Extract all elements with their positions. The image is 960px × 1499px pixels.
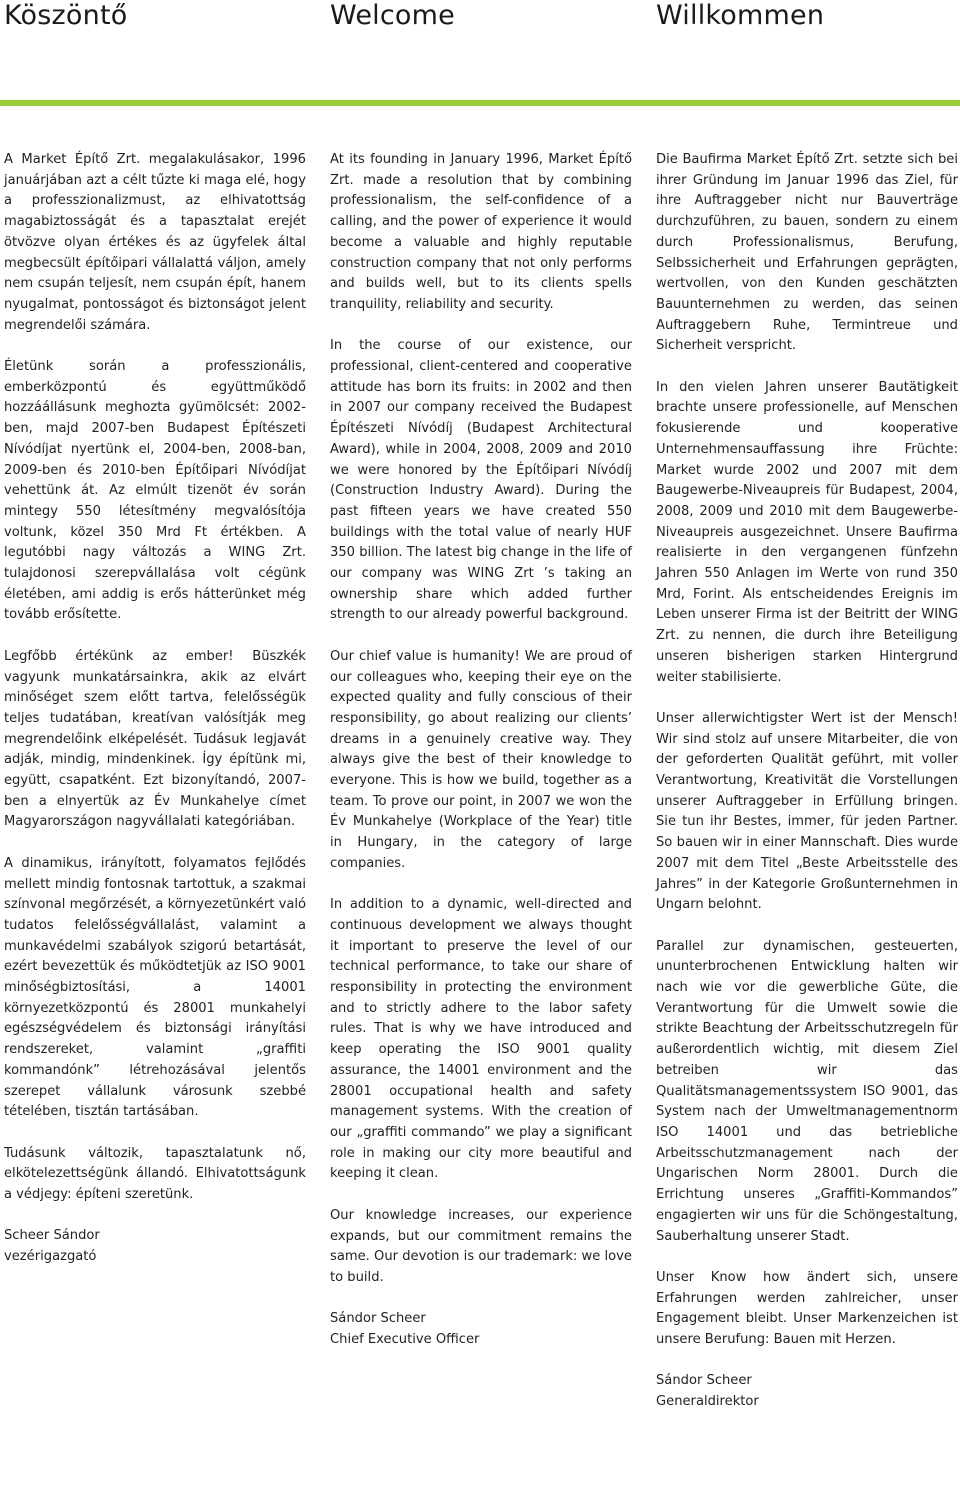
paragraph: Parallel zur dynamischen, gesteuerten, ununterbrochenen Entwicklung halten wir nach wie vor die gewerbliche Güte, die Verantwortung für die Umwelt sowie die strikte Beachtung der Arbeitsschutzregeln für außerordentlich wichtig, mit diesem Ziel betreiben wir das Qualitätsmanagementssystem ISO 9001, das System nach der Umweltmanagementnorm ISO 14001 und das betriebliche Arbeitsschutzmanagement nach der Ungarischen Norm 28001. Durch die Errichtung unseres „Graffiti-Kommandos” engagierten wir uns für die Schöngestaltung, Sauberhaltung unserer Stadt. <box>656 938 958 1244</box>
paragraph: Die Baufirma Market Építő Zrt. setzte sich bei ihrer Gründung im Januar 1996 das Ziel, für ihre Auftraggeber nicht nur Bauverträge durchzuführen, zu bauen, sondern zu einem durch Professionalismus, Berufung, Selbssicherheit und Erfahrungen geprägten, wertvollen, von den Kunden geschätzten Bauunternehmen zu werden, das seinen Auftraggebern Ruhe, Termintreue und Sicherheit verspricht. <box>656 152 958 354</box>
column-hungarian <box>4 150 306 1289</box>
signature-name: Sándor Scheer <box>330 1311 426 1327</box>
column-german <box>656 150 958 1434</box>
green-divider <box>0 100 960 106</box>
paragraph: Tudásunk változik, tapasztalatunk nő, elkötelezettségünk állandó. Elhivatottságunk a védjegy: építeni szeretünk. <box>4 1145 306 1203</box>
paragraph: Legfőbb értékünk az ember! Büszkék vagyunk munkatársainkra, akik az elvárt minőséget szem előtt tartva, felelősségük teljes tudatában, kreatívan valósítják meg megrendelőink elképelését. Tudásuk legjavát adják, mindig, mindenkinek. Így építünk mi, együtt, csapatként. Ezt bizonyítandó, 2007-ben a elnyertük az Év Munkahelye címet Magyarországon nagyvállalati kategóriában. <box>4 648 306 830</box>
signature <box>330 1309 632 1350</box>
paragraph: Unser allerwichtigster Wert ist der Mensch! Wir sind stolz auf unsere Mitarbeiter, die von der geforderten Qualität geführt, mit voller Verantwortung, Kreativität die Vorstellungen unserer Auftraggeber in Erfüllung bringen. Sie tun ihr Bestes, immer, für jeden Partner. So bauen wir in einer Mannschaft. Dies wurde 2007 mit dem Titel „Beste Arbeitsstelle des Jahres” in der Kategorie Großunternehmen in Ungarn belohnt. <box>656 710 958 913</box>
page-header <box>0 0 960 100</box>
paragraph: Our chief value is humanity! We are proud of our colleagues who, keeping their eye on the expected quality and fully conscious of their responsibility, go about realizing our clients’ dreams in a genuinely creative way. They always give the best of their knowledge to everyone. This is how we build, together as a team. To prove our point, in 2007 we won the Év Munkahelye (Workplace of the Year) title in Hungary, in the category of large companies. <box>330 648 632 871</box>
signature-name: Scheer Sándor <box>4 1228 100 1244</box>
paragraph: Our knowledge increases, our experience expands, but our commitment remains the same. Our devotion is our trademark: we love to build. <box>330 1207 632 1285</box>
paragraph: Unser Know how ändert sich, unsere Erfahrungen werden zahlreicher, unser Engagement bleibt. Unser Markenzeichen ist unsere Berufung: Bauen mit Herzen. <box>656 1269 958 1348</box>
paragraph: A dinamikus, irányított, folyamatos fejlődés mellett mindig fontosnak tartottuk, a szakmai színvonal megőrzését, a környezetünkért való tudatos felelősségvállalást, valamint a munkavédelmi szabályok szigorú betartását, ezért bevezettük és működtetjük az ISO 9001 minőségbiztosítási, a 14001 környezetközpontú és 28001 munkahelyi egészségvédelem és biztonsági irányítási rendszereket, valamint „graffiti kommandónk” létrehozásával jelentős szerepet vállalunk városunk szebbé tételében, tisztán tartásában. <box>4 855 306 1120</box>
paragraph: At its founding in January 1996, Market Építő Zrt. made a resolution that by combining professionalism, the self-confidence of a calling, and the power of experience it would become a valuable and highly reputable construction company that not only performs and builds well, but to its clients spells tranquility, reliability and security. <box>330 152 632 312</box>
paragraph: In the course of our existence, our professional, client-centered and cooperative attitude has born its fruits: in 2002 and then in 2007 our company received the Budapest Építészeti Nívódíj (Budapest Architectural Award), while in 2004, 2008, 2009 and 2010 we were honored by the Építőipari Nívódíj (Construction Industry Award). During the past fifteen years we have created 550 buildings with the total value of nearly HUF 350 billion. The latest big change in the life of our company was WING Zrt ’s taking an ownership share which added further strength to our already powerful background. <box>330 338 632 623</box>
paragraph: In addition to a dynamic, well-directed and continuous development we always thought it important to preserve the level of our technical performance, to take our share of responsibility in protecting the environment and to strictly adhere to the labor safety rules. That is why we have introduced and keep operating the ISO 9001 quality assurance, the 14001 environment and the 28001 occupational health and safety management systems. With the creation of our „graffiti commando” we play a significant role in making our city more beautiful and keeping it clean. <box>330 897 632 1182</box>
paragraph: Életünk során a professzionális, emberközpontú és együttműködő hozzáállásunk meghozta gyümölcsét: 2002-ben, majd 2007-ben Budapest Építészeti Nívódíjat nyertünk el, 2004-ben, 2008-ban, 2009-ben és 2010-ben Építőipari Nívódíjat vehettünk át. Az elmúlt tizenöt év során mintegy 550 létesítmény megvalósítója voltunk, közel 350 Mrd Ft értékben. A legutóbbi nagy változás a WING Zrt. tulajdonosi szerepvállalása volt cégünk életében, ami addig is erős hátterünket még tovább erősítette. <box>4 359 306 623</box>
title-german: Willkommen <box>656 0 825 31</box>
title-hungarian: Köszöntő <box>4 0 128 31</box>
signature-title: Chief Executive Officer <box>330 1332 480 1347</box>
paragraph: In den vielen Jahren unserer Bautätigkeit brachte unsere professionelle, auf Menschen fokusierende und kooperative Unternehmensauffassung ihre Früchte: Market wurde 2002 und 2007 mit dem Baugewerbe-Niveaupreis für Budapest, 2004, 2008, 2009 und 2010 mit dem Baugewerbe-Niveaupreis ausgezeichnet. Unsere Baufirma realisierte in den vergangenen fünfzehn Jahren 550 Anlagen im Werte von rund 350 Mrd, Forint. Als entscheidendes Ereignis im Leben unserer Firma ist der Beitritt der WING Zrt. zu nennen, die durch ihre Beteiligung unseren bisherigen starken Hintergrund weiter stabilisierte. <box>656 379 958 685</box>
signature-title: Generaldirektor <box>656 1394 759 1410</box>
paragraph: A Market Építő Zrt. megalakulásakor, 1996 januárjában azt a célt tűzte ki maga elé, hogy a professzionalizmust, az elhivatottság magabiztosságát és a tapasztalat erejét ötvözve olyan értékes és az ügyfelek által megbecsült építőipari vállalattá váljon, amely nem csupán teljesít, nem csupán épít, hanem nyugalmat, pontosságot és biztonságot jelent megrendelői számára. <box>4 152 306 333</box>
signature-name: Sándor Scheer <box>656 1373 752 1389</box>
signature-title: vezérigazgató <box>4 1249 97 1265</box>
title-english: Welcome <box>330 0 455 31</box>
column-english <box>330 150 632 1371</box>
signature <box>4 1226 306 1267</box>
signature <box>656 1371 958 1412</box>
